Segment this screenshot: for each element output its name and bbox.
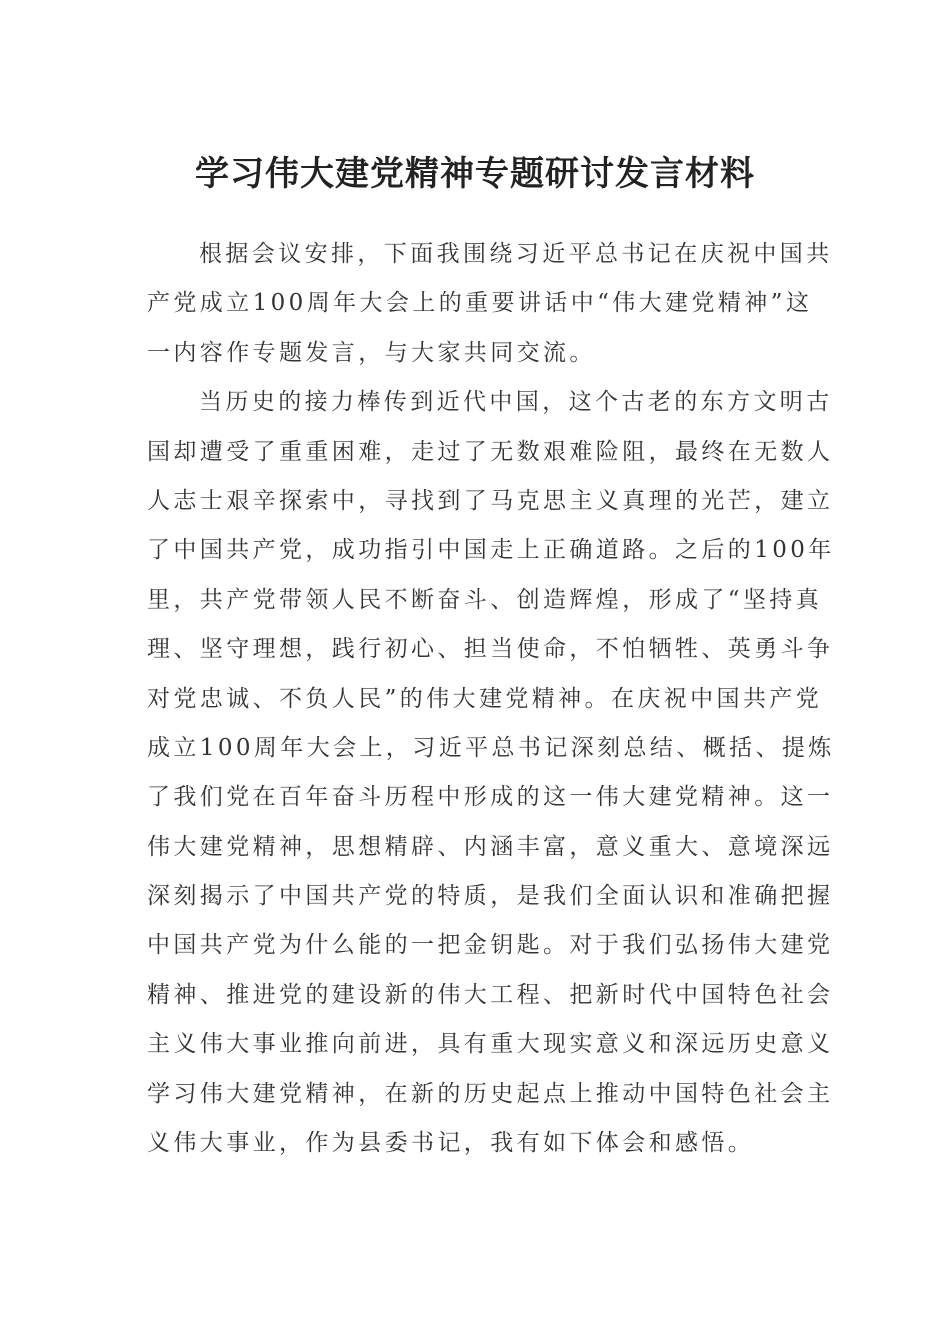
- document-title: 学习伟大建党精神专题研讨发言材料: [195, 154, 755, 194]
- paragraph-line: 主义伟大事业推向前进，具有重大现实意义和深远历史意义: [147, 1031, 834, 1058]
- paragraph-line: 了我们党在百年奋斗历程中形成的这一伟大建党精神。这一: [147, 784, 834, 811]
- paragraph-line: 学习伟大建党精神，在新的历史起点上推动中国特色社会主: [147, 1080, 834, 1107]
- paragraph-line: 理、坚守理想，践行初心、担当使命，不怕牺牲、英勇斗争: [147, 636, 834, 663]
- paragraph-line: 深刻揭示了中国共产党的特质，是我们全面认识和准确把握: [147, 883, 834, 910]
- paragraph-line: 精神、推进党的建设新的伟大工程、把新时代中国特色社会: [147, 981, 834, 1008]
- paragraph-line: 了中国共产党，成功指引中国走上正确道路。之后的100年: [147, 537, 835, 564]
- paragraph-line: 当历史的接力棒传到近代中国，这个古老的东方文明古: [199, 389, 833, 416]
- paragraph-line: 产党成立100周年大会上的重要讲话中“伟大建党精神”这: [147, 290, 813, 317]
- paragraph-line: 成立100周年大会上，习近平总书记深刻总结、概括、提炼: [147, 734, 835, 761]
- paragraph-line: 中国共产党为什么能的一把金钥匙。对于我们弘扬伟大建党: [147, 932, 834, 959]
- paragraph-line: 根据会议安排，下面我围绕习近平总书记在庆祝中国共: [199, 241, 833, 267]
- paragraph-line: 里，共产党带领人民不断奋斗、创造辉煌，形成了“坚持真: [147, 586, 823, 613]
- paragraph-2: [147, 378, 835, 1168]
- paragraph-line: 国却遭受了重重困难，走过了无数艰难险阻，最终在无数人: [147, 438, 834, 465]
- paragraph-line: 人志士艰辛探索中，寻找到了马克思主义真理的光芒，建立: [147, 487, 834, 514]
- paragraph-line: 一内容作专题发言，与大家共同交流。: [147, 339, 596, 366]
- paragraph-line: 伟大建党精神，思想精辟、内涵丰富，意义重大、意境深远: [147, 833, 834, 860]
- paragraph-line: 义伟大事业，作为县委书记，我有如下体会和感悟。: [147, 1130, 755, 1157]
- paragraph-line: 对党忠诚、不负人民”的伟大建党精神。在庆祝中国共产党: [147, 685, 823, 712]
- document-body: [147, 230, 835, 1168]
- paragraph-1: [147, 230, 833, 378]
